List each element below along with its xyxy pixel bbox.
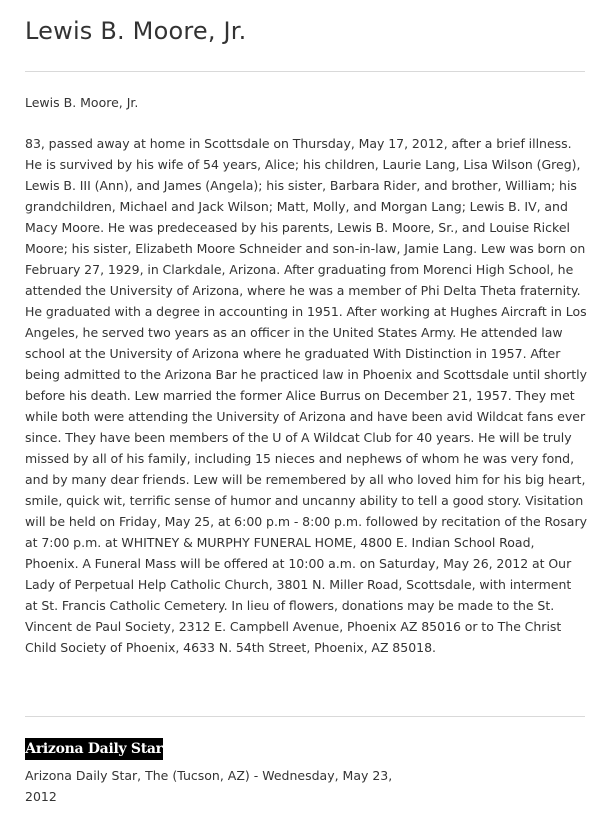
obituary-name: Lewis B. Moore, Jr. [25, 95, 139, 110]
page-title: Lewis B. Moore, Jr. [25, 17, 247, 45]
source-citation-year: 2012 [25, 789, 57, 804]
top-divider [25, 71, 585, 72]
source-citation-line: Arizona Daily Star, The (Tucson, AZ) - Wednesday, May 23, [25, 768, 393, 783]
newspaper-logo: Arizona Daily Star [25, 738, 163, 760]
source-citation [25, 765, 425, 807]
obituary-body: 83, passed away at home in Scottsdale on Thursday, May 17, 2012, after a brief illness. He is survived by his wife of 54 years, Alice; his children, Laurie Lang, Lisa Wilson (Greg), Lewis B. III (Ann), and James (Angela); his sister, Barbara Rider, and brother, William; his grandchildren, Michael and Jack Wilson; Matt, Molly, and Morgan Lang; Lewis B. IV, and Macy Moore. He was predeceased by his parents, Lewis B. Moore, Sr., and Louise Rickel Moore; his sister, Elizabeth Moore Schneider and son-in-law, Jamie Lang. Lew was born on February 27, 1929, in Clarkdale, Arizona. After graduating from Morenci High School, he attended the University of Arizona, where he was a member of Phi Delta Theta fraternity. He graduated with a degree in accounting in 1951. After working at Hughes Aircraft in Los Angeles, he served two years as an officer in the United States Army. He attended law school at the University of Arizona where he graduated With Distinction in 1957. After being admitted to the Arizona Bar he practiced law in Phoenix and Scottsdale until shortly before his death. Lew married the former Alice Burrus on December 21, 1957. They met while both were attending the University of Arizona and have been avid Wildcat fans ever since. They have been members of the U of A Wildcat Club for 40 years. He will be truly missed by all of his family, including 15 nieces and nephews of whom he was very fond, and by many dear friends. Lew will be remembered by all who loved him for his big heart, smile, quick wit, terrific sense of humor and uncanny ability to tell a good story. Visitation will be held on Friday, May 25, at 6:00 p.m - 8:00 p.m. followed by recitation of the Rosary at 7:00 p.m. at WHITNEY & MURPHY FUNERAL HOME, 4800 E. Indian School Road, Phoenix. A Funeral Mass will be offered at 10:00 a.m. on Saturday, May 26, 2012 at Our Lady of Perpetual Help Catholic Church, 3801 N. Miller Road, Scottsdale, with interment at St. Francis Catholic Cemetery. In lieu of flowers, donations may be made to the St. Vincent de Paul Society, 2312 E. Campbell Avenue, Phoenix AZ 85016 or to The Christ Child Society of Phoenix, 4633 N. 54th Street, Phoenix, AZ 85018. [25, 136, 588, 655]
bottom-divider [25, 716, 585, 717]
